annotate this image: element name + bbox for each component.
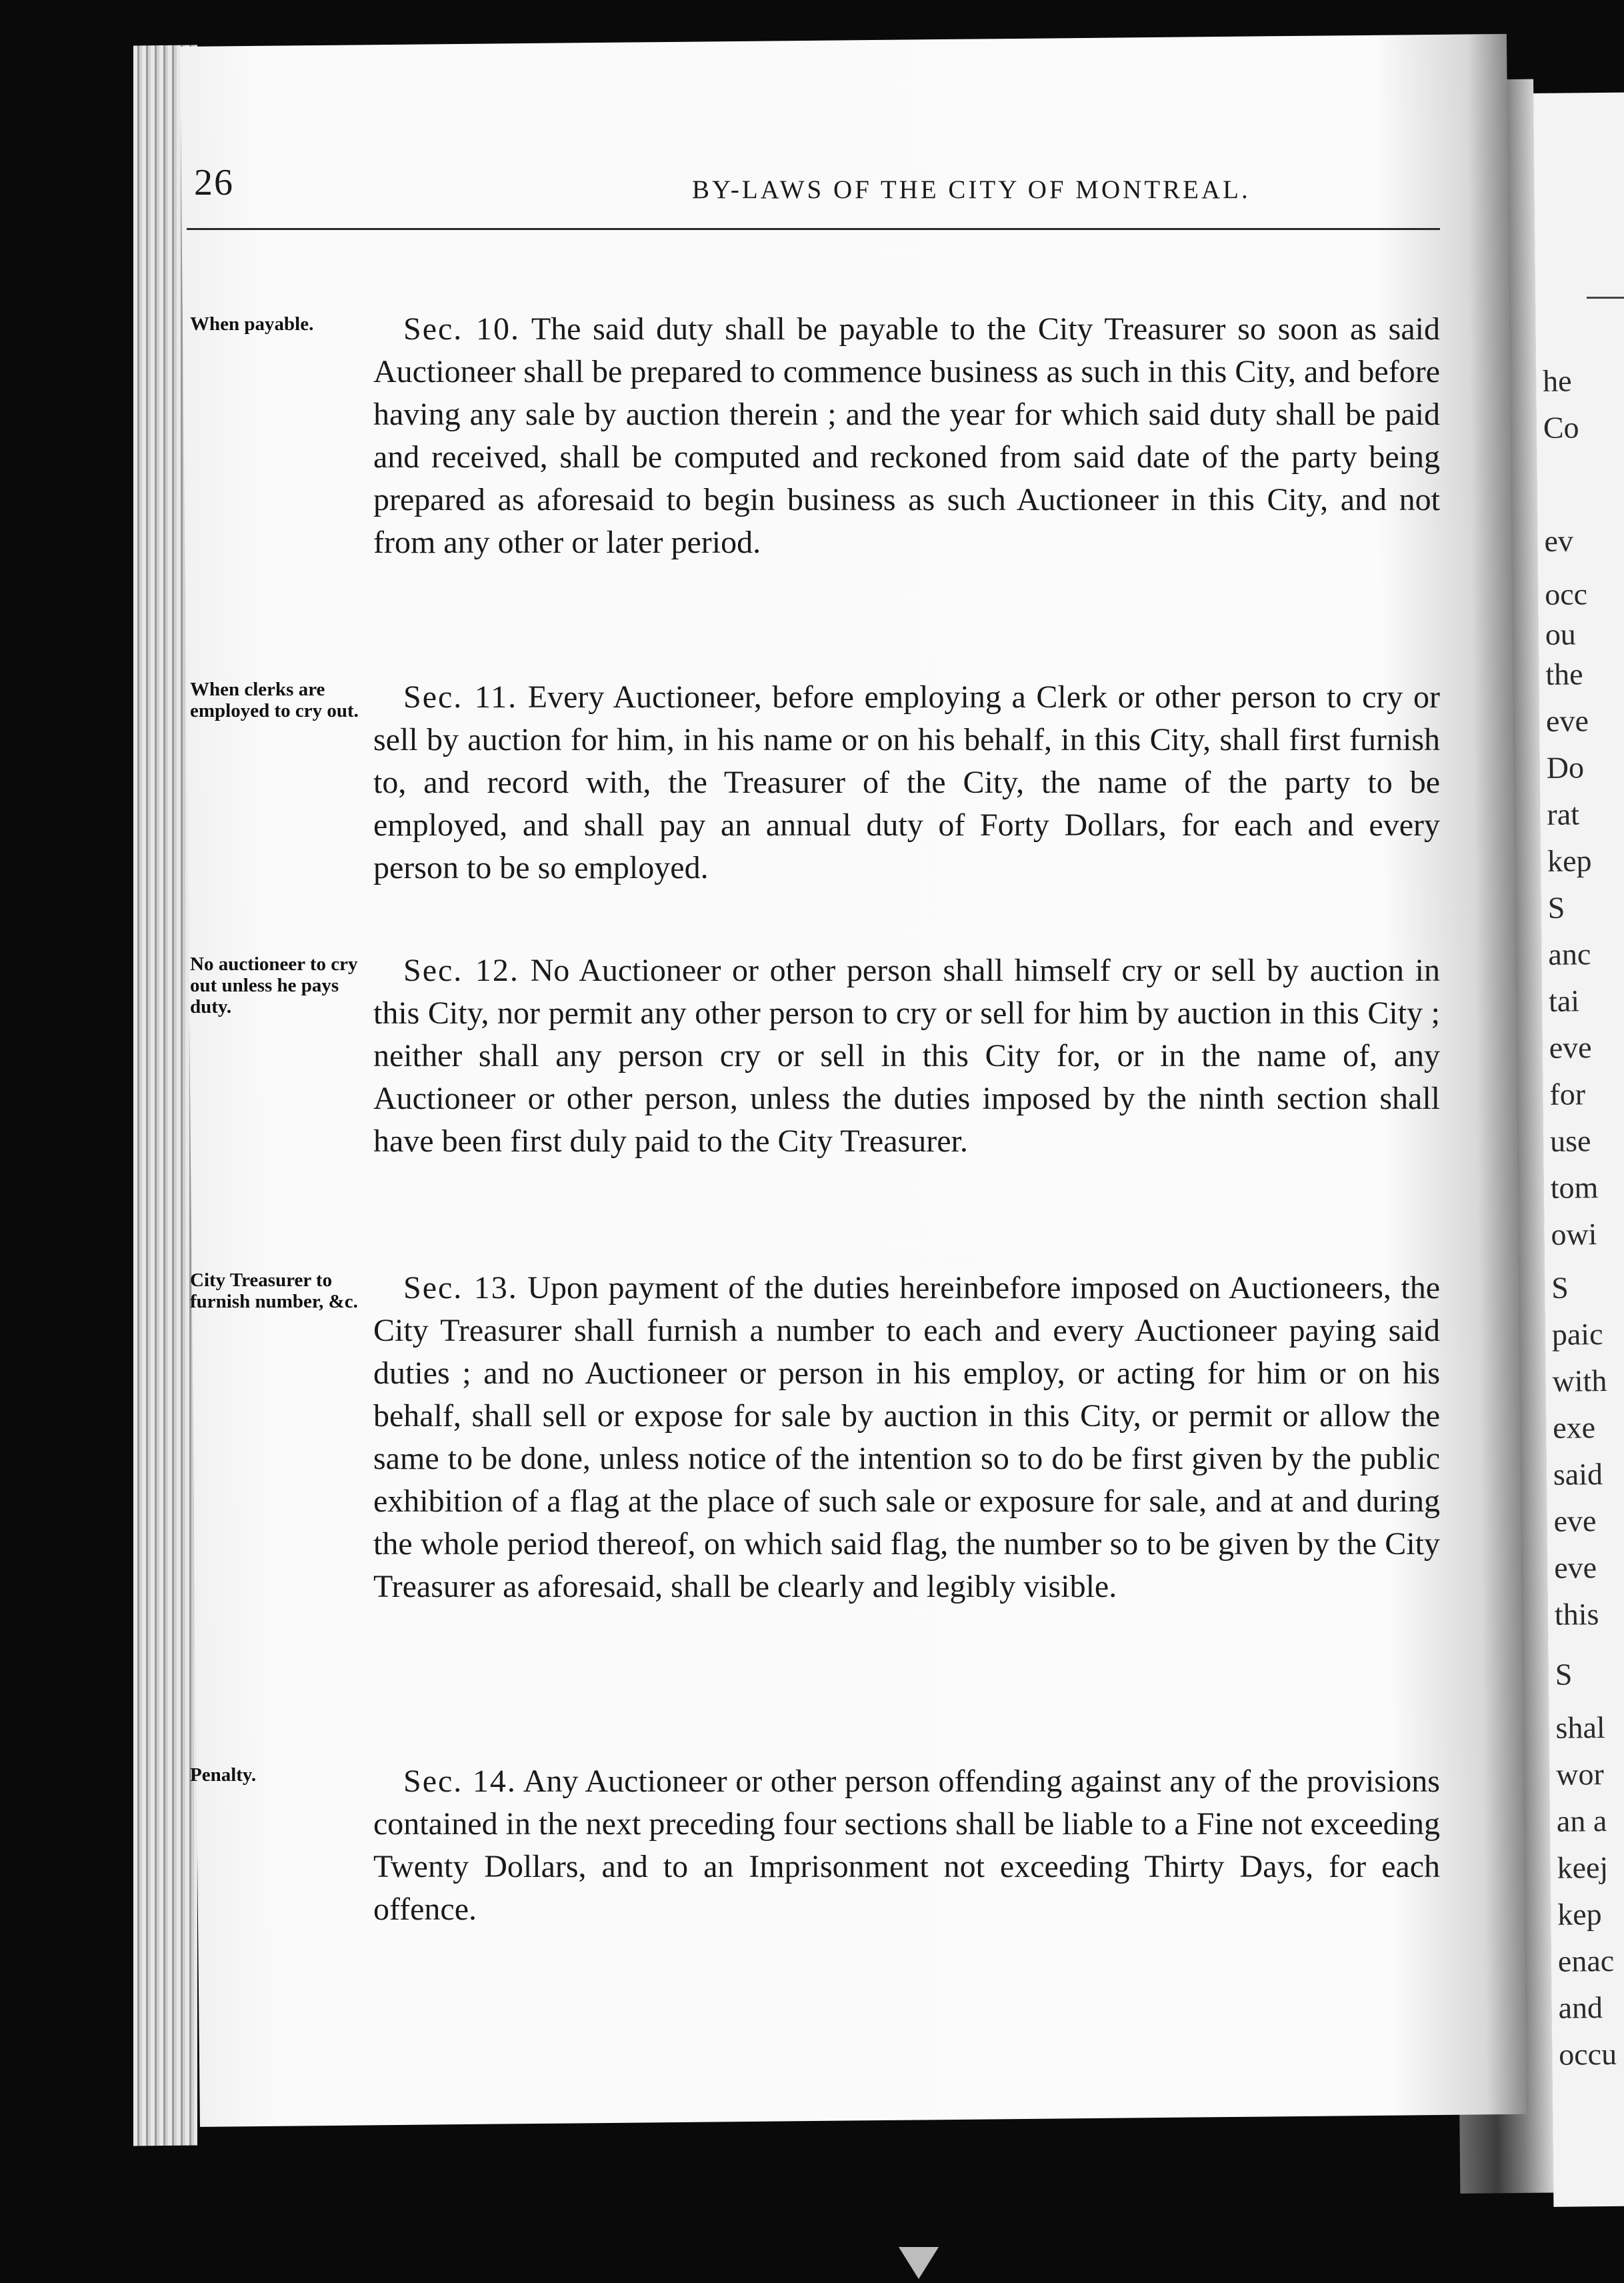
facing-page-fragment: keej <box>1557 1850 1609 1885</box>
section-label: Sec. 13. <box>403 1270 518 1306</box>
section-text: No Auctioneer or other person shall himself cry or sell by auction in this City, nor permit any other person to cry or sell for him by auction in this City ; neither shall any person cry or sell in this City for, or in the name of, any Auctioneer or other person, unless the duties imposed by the ninth section shall have been first duly paid to the City Treasurer. <box>373 953 1441 1159</box>
facing-page-fragment: Do <box>1546 750 1585 785</box>
facing-page-fragment: exe <box>1552 1410 1596 1445</box>
section-text: Upon payment of the duties hereinbefore imposed on Auctioneers, the City Treasurer shall furnish a number to each and every Auctioneer paying said duties ; and no Auctioneer or person in his employ, or acting for him or on his behalf, shall sell or expose for sale by auction in this City, or permit or allow the same to be done, unless notice of the intention so to do be first given by the public exhibition of a flag at the place of such sale or exposure for sale, and at and during the whole period thereof, on which said flag, the number so to be given by the City Treasurer as aforesaid, shall be clearly and legibly visible. <box>373 1270 1441 1604</box>
facing-page-fragment: rat <box>1547 797 1580 831</box>
facing-page-fragment: said <box>1553 1457 1603 1492</box>
facing-page-rule <box>1587 297 1624 299</box>
facing-page-fragment: tom <box>1550 1170 1599 1205</box>
facing-page-fragment: owi <box>1551 1217 1597 1252</box>
margin-note-sec-13: City Treasurer to furnish number, &c. <box>190 1270 358 1312</box>
section-label: Sec. 12. <box>403 953 519 988</box>
facing-page-fragment: kep <box>1547 843 1592 878</box>
facing-page-fragment: occ <box>1544 577 1588 611</box>
section-10 <box>373 308 1440 564</box>
section-12 <box>373 949 1440 1163</box>
facing-page-fragment: for <box>1549 1077 1586 1111</box>
facing-page-fragment: ev <box>1544 523 1574 558</box>
facing-page-fragment: kep <box>1557 1897 1602 1932</box>
section-13 <box>373 1267 1440 1608</box>
facing-page-fragment: the <box>1545 657 1583 691</box>
section-label: Sec. 14. <box>403 1764 517 1799</box>
facing-page-fragment: and <box>1558 1990 1603 2025</box>
facing-page-fragment: tai <box>1548 983 1580 1018</box>
section-label: Sec. 10. <box>403 311 520 347</box>
section-text: The said duty shall be payable to the City Treasurer so soon as said Auctioneer shall be prepared to commence business as such in this City, and before having any sale by auction therein ; and the year for which said duty shall be paid and received, shall be computed and reckoned from said date of the party being prepared as aforesaid to begin business as such Auctioneer in this City, and not from any other or later period. <box>373 311 1440 560</box>
facing-page-fragment: S <box>1555 1657 1573 1692</box>
facing-page-fragment: shal <box>1555 1710 1605 1745</box>
facing-page-fragment: he <box>1542 363 1572 398</box>
facing-page-fragment: paic <box>1551 1317 1603 1352</box>
margin-note-sec-14: Penalty. <box>190 1764 257 1786</box>
header-rule <box>187 228 1440 230</box>
running-title: BY-LAWS OF THE CITY OF MONTREAL. <box>692 175 1251 204</box>
facing-page-fragment: with <box>1552 1364 1607 1398</box>
facing-page-fragment: eve <box>1545 703 1589 738</box>
facing-page-fragment: an a <box>1556 1804 1607 1838</box>
facing-page-fragment: eve <box>1549 1030 1592 1065</box>
section-text: Any Auctioneer or other person offending against any of the provisions contained in the next preceding four sections shall be liable to a Fine not exceeding Twenty Dollars, and to an Imprisonment not exceeding Thirty Days, for each offence. <box>373 1764 1440 1927</box>
facing-page-fragment: use <box>1549 1123 1591 1158</box>
facing-page-fragment: occu <box>1558 2036 1617 2072</box>
facing-page-fragment: eve <box>1553 1504 1597 1538</box>
page-number: 26 <box>194 162 234 203</box>
facing-page-fragment: this <box>1554 1597 1599 1632</box>
facing-page-fragment: enac <box>1557 1943 1615 1978</box>
margin-note-sec-12: No auctioneer to cry out unless he pays duty. <box>190 953 358 1017</box>
margin-note-sec-11: When clerks are employed to cry out. <box>190 679 359 721</box>
scan-tab-marker <box>899 2247 939 2279</box>
facing-page-fragment: S <box>1547 890 1565 925</box>
facing-page-fragment: ou <box>1545 617 1577 651</box>
section-14 <box>373 1760 1440 1931</box>
facing-page-fragment: Co <box>1543 410 1579 445</box>
section-text: Every Auctioneer, before employing a Clerk or other person to cry or sell by auction for him, in his name or on his behalf, in this City, shall first furnish to, and record with, the Treasurer of the City, the name of the party to be employed, and shall pay an annual duty of Forty Dollars, for each and every person to be so employed. <box>373 679 1441 885</box>
section-11 <box>373 676 1440 889</box>
facing-page-fragment: S <box>1551 1270 1569 1305</box>
facing-page-fragment: wor <box>1555 1757 1604 1792</box>
margin-note-sec-10: When payable. <box>190 313 314 335</box>
facing-page-fragment: anc <box>1548 937 1591 971</box>
facing-page-fragment: eve <box>1553 1550 1597 1585</box>
section-label: Sec. 11. <box>403 679 518 715</box>
